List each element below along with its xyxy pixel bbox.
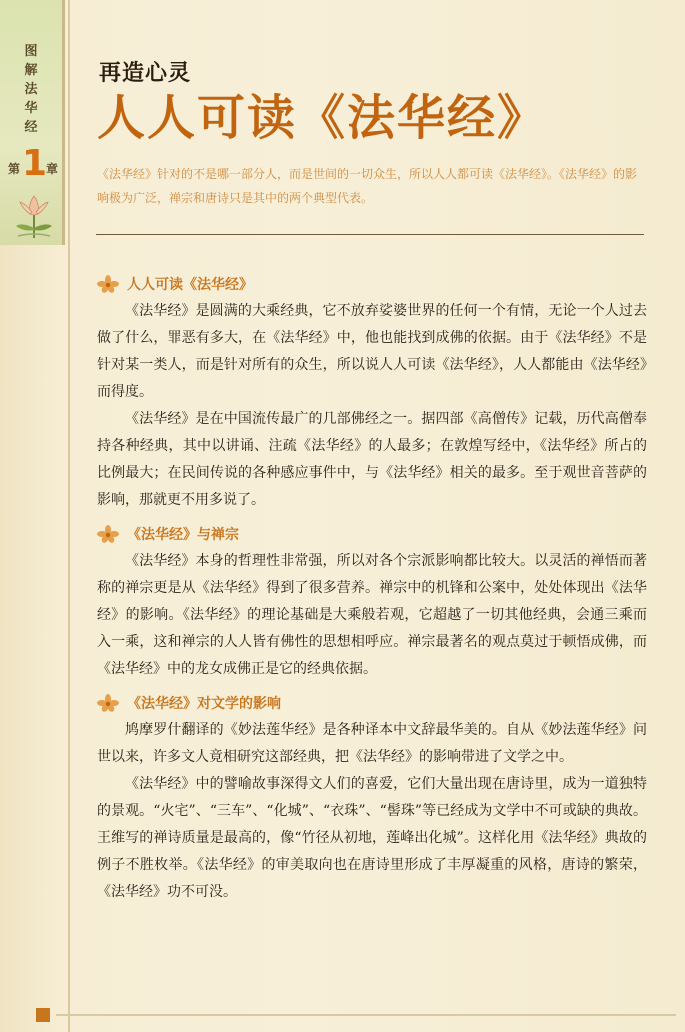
- page-title: 人人可读《法华经》: [97, 90, 548, 146]
- flower-bullet-icon: [97, 525, 119, 543]
- flower-bullet-icon: [97, 694, 119, 712]
- section-heading-text: 《法华经》对文学的影响: [127, 696, 281, 712]
- sidebar-tab: [0, 0, 65, 245]
- sidebar-book-title: [14, 42, 48, 137]
- paragraph: 鸠摩罗什翻译的《妙法莲华经》是各种译本中文辞最华美的。自从《妙法莲华经》问世以来，许多文人竟相研究这部经典，把《法华经》的影响带进了文学之中。: [97, 722, 647, 765]
- chapter-suffix: 章: [46, 162, 59, 176]
- chapter-label: [6, 143, 62, 184]
- chapter-prefix: 第: [8, 162, 21, 176]
- lotus-icon: [10, 188, 58, 240]
- paragraph: 《法华经》中的譬喻故事深得文人们的喜爱，它们大量出现在唐诗里，成为一道独特的景观。“火宅”、“三车”、“化城”、“衣珠”、“髻珠”等已经成为文学中不可或缺的典故。王维写的禅诗质量是最高的，像“竹径从初地，莲峰出化城”。这样化用《法华经》典故的例子不胜枚举。《法华经》的审美取向也在唐诗里形成了丰厚凝重的风格，唐诗的繁荣，《法华经》功不可没。: [97, 776, 647, 900]
- main-content: [97, 272, 647, 914]
- paragraph: 《法华经》本身的哲理性非常强，所以对各个宗派影响都比较大。以灵活的禅悟而著称的禅宗更是从《法华经》得到了很多营养。禅宗中的机锋和公案中，处处体现出《法华经》的影响。《法华经》的理论基础是大乘般若观，它超越了一切其他经典，会通三乘而入一乘，这和禅宗的人人皆有佛性的思想相呼应。禅宗最著名的观点莫过于顿悟成佛，而《法华经》中的龙女成佛正是它的经典依据。: [97, 553, 647, 677]
- section-heading: [97, 522, 647, 546]
- intro-text: 《法华经》针对的不是哪一部分人，而是世间的一切众生，所以人人都可读《法华经》。《法华经》的影响极为广泛，禅宗和唐诗只是其中的两个典型代表。: [97, 167, 638, 205]
- section-heading-text: 《法华经》与禅宗: [127, 527, 239, 543]
- paragraph: 《法华经》是在中国流传最广的几部佛经之一。据四部《高僧传》记载，历代高僧奉持各种经典，其中以讲诵、注疏《法华经》的人最多；在敦煌写经中，《法华经》所占的比例最大；在民间传说的各种感应事件中，与《法华经》相关的最多。至于观世音菩萨的影响，那就更不用多说了。: [97, 411, 647, 508]
- section-heading: [97, 272, 647, 296]
- section: [97, 272, 647, 514]
- sidebar-title-char: 法: [24, 82, 38, 97]
- section: [97, 522, 647, 683]
- section: [97, 691, 647, 906]
- sidebar-title-char: 经: [24, 120, 38, 135]
- flower-bullet-icon: [97, 275, 119, 293]
- sidebar-title-char: 华: [24, 101, 38, 116]
- sidebar-title-char: 解: [24, 63, 38, 78]
- footer-divider: [56, 1014, 676, 1016]
- section-heading: [97, 691, 647, 715]
- sidebar-title-char: 图: [24, 44, 38, 59]
- chapter-number: 1: [22, 143, 48, 184]
- header-divider: [96, 234, 644, 235]
- page-corner-marker: [36, 1008, 50, 1022]
- paragraph: 《法华经》是圆满的大乘经典，它不放弃娑婆世界的任何一个有情，无论一个人过去做了什么，罪恶有多大，在《法华经》中，他也能找到成佛的依据。由于《法华经》不是针对某一类人，而是针对所有的众生，所以说人人可读《法华经》，人人都能由《法华经》而得度。: [97, 303, 647, 400]
- page-subtitle: 再造心灵: [99, 60, 192, 86]
- sidebar-divider: [68, 0, 70, 1032]
- section-heading-text: 人人可读《法华经》: [127, 277, 253, 293]
